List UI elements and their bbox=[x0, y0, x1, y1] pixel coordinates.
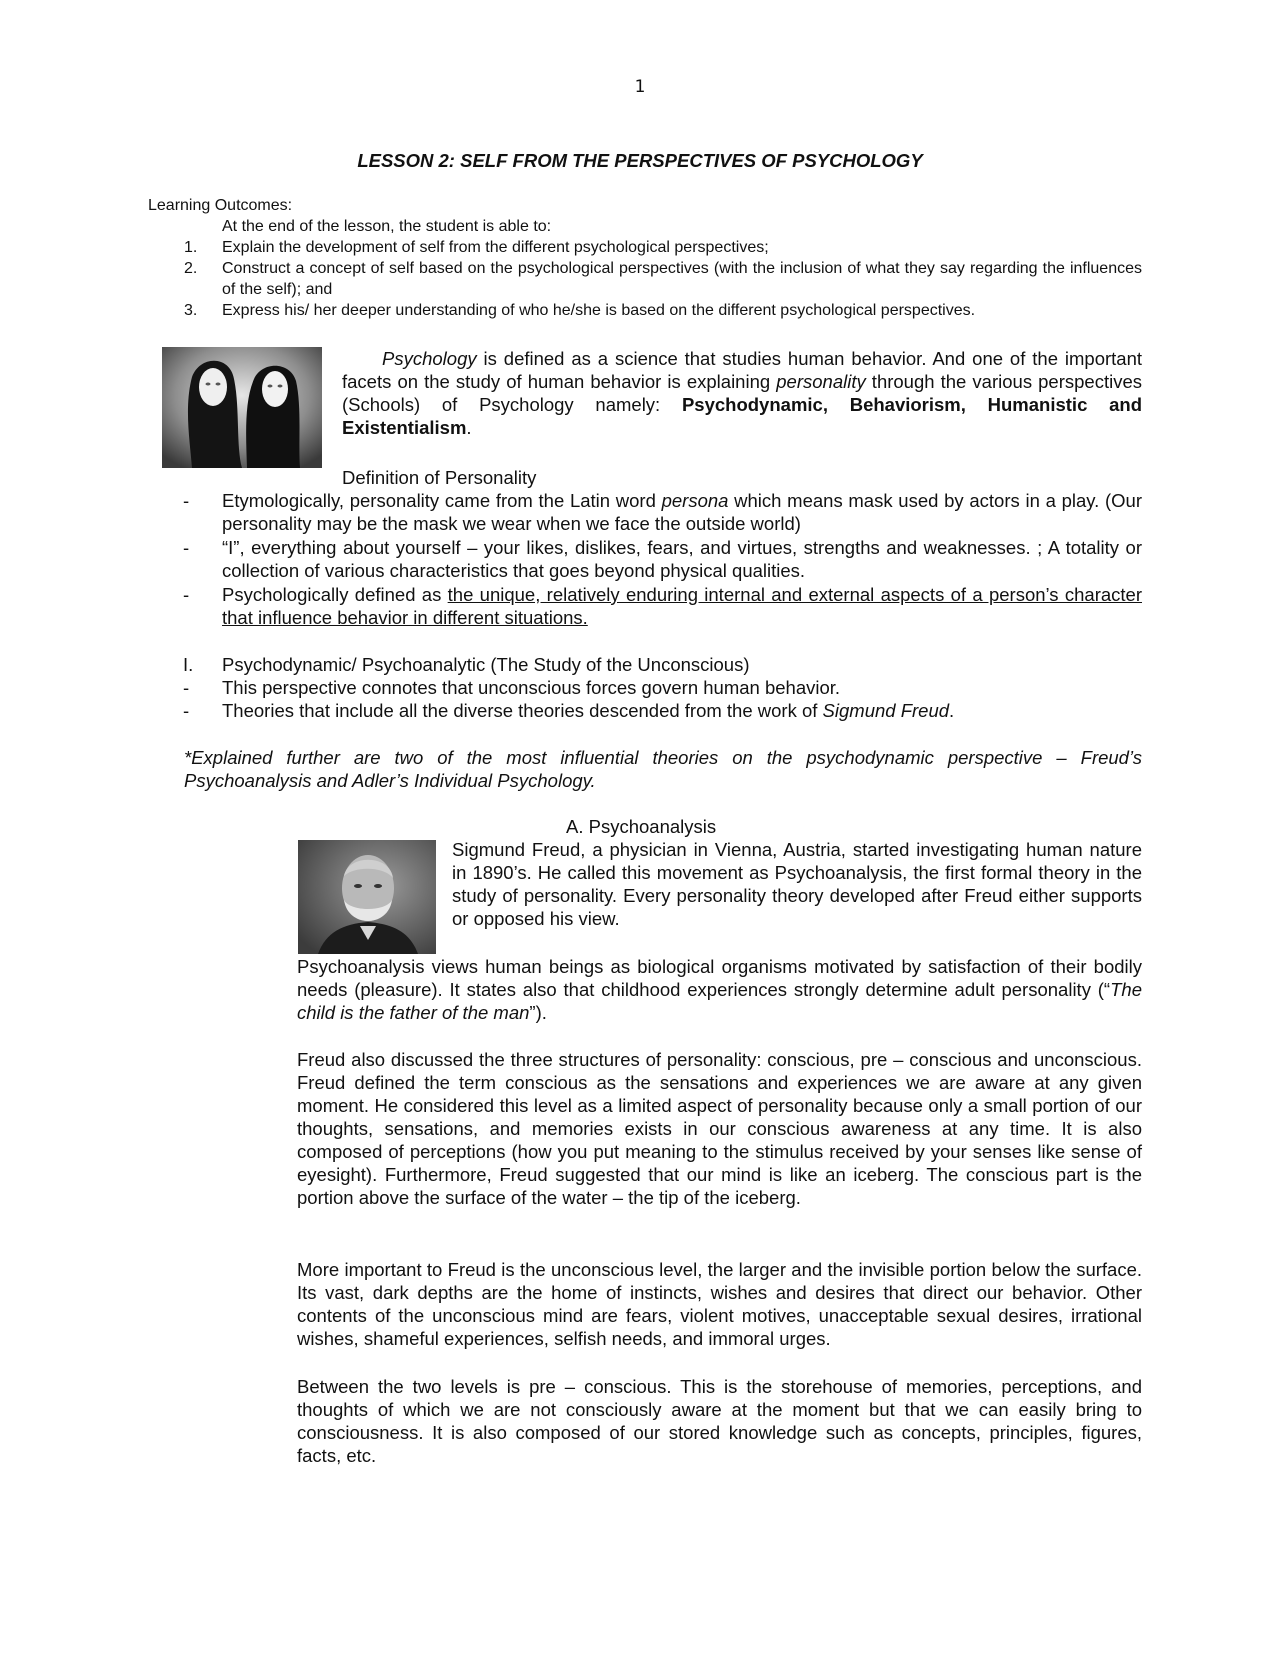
section-heading: Psychodynamic/ Psychoanalytic (The Study of the Unconscious) bbox=[222, 654, 750, 675]
psychoanalysis-p1: Sigmund Freud, a physician in Vienna, Austria, started investigating human nature in 1890’s. He called this movement as Psychoanalysis, the first formal theory in the study of personality. Every personality theory developed after Freud either supports or opposed his view. bbox=[452, 839, 1142, 929]
learning-outcomes-intro: At the end of the lesson, the student is able to: bbox=[222, 218, 552, 235]
section-numeral: I. bbox=[183, 654, 194, 675]
outcome-item: Construct a concept of self based on the psychological perspectives (with the inclusion of what they say regarding the influences of the self); and bbox=[222, 260, 1142, 298]
outcome-item: Express his/ her deeper understanding of who he/she is based on the different psychological perspectives. bbox=[222, 302, 976, 319]
bullet-dash: - bbox=[183, 700, 190, 721]
psychoanalysis-p3: Freud also discussed the three structures of personality: conscious, pre – conscious and unconscious. Freud defined the term conscious as the sensations and experiences we are aware at any given moment. He considered this level as a limited aspect of personality because only a small portion of our thoughts, sensations, and memories exists in our conscious awareness at any time. It is also composed of perceptions (how you put meaning to the stimulus received by your senses like sense of eyesight). Furthermore, Freud suggested that our mind is like an iceberg. The conscious part is the portion above the surface of the water – the tip of the iceberg. bbox=[297, 1049, 1142, 1208]
bullet-dash: - bbox=[183, 537, 190, 558]
psychoanalysis-p5: Between the two levels is pre – conscious. This is the storehouse of memories, perceptions, and thoughts of which we are not consciously aware at the moment but that we can easily bring to consciousness. It is also composed of our stored knowledge such as concepts, principles, figures, facts, etc. bbox=[297, 1376, 1142, 1466]
definition-bullet-etymology: Etymologically, personality came from the Latin word persona which means mask used by actors in a play. (Our personality may be the mask we wear when we face the outside world) bbox=[222, 490, 1142, 534]
note-paragraph: *Explained further are two of the most influential theories on the psychodynamic perspective – Freud’s Psychoanalysis and Adler’s Individual Psychology. bbox=[184, 747, 1142, 791]
page-number: 1 bbox=[634, 77, 646, 97]
lesson-title: LESSON 2: SELF FROM THE PERSPECTIVES OF PSYCHOLOGY bbox=[357, 150, 923, 171]
section-bullet: Theories that include all the diverse theories descended from the work of Sigmund Freud. bbox=[222, 700, 955, 721]
freud-portrait-image bbox=[298, 840, 436, 954]
bullet-dash: - bbox=[183, 490, 190, 511]
section-bullet: This perspective connotes that unconscious forces govern human behavior. bbox=[222, 677, 841, 698]
psychoanalysis-heading: A. Psychoanalysis bbox=[566, 816, 717, 837]
definition-bullet-psych: Psychologically defined as the unique, relatively enduring internal and external aspects of a person’s character that influence behavior in different situations. bbox=[222, 584, 1142, 628]
bullet-dash: - bbox=[183, 584, 190, 605]
definition-bullet-self: “I”, everything about yourself – your likes, dislikes, fears, and virtues, strengths and weaknesses. ; A totality or collection of various characteristics that goes beyond physical qualities. bbox=[222, 537, 1142, 581]
outcome-number: 1. bbox=[184, 239, 198, 256]
learning-outcomes-heading: Learning Outcomes: bbox=[148, 197, 293, 214]
psychoanalysis-p4: More important to Freud is the unconscious level, the larger and the invisible portion below the surface. Its vast, dark depths are the home of instincts, wishes and desires that direct our behavior. Other contents of the unconscious mind are fears, violent motives, unacceptable sexual desires, irrational wishes, shameful experiences, selfish needs, and immoral urges. bbox=[297, 1259, 1142, 1349]
masked-figures-image bbox=[162, 347, 322, 468]
outcome-item: Explain the development of self from the different psychological perspectives; bbox=[222, 239, 769, 256]
definition-heading: Definition of Personality bbox=[342, 467, 537, 488]
outcome-number: 3. bbox=[184, 302, 198, 319]
outcome-number: 2. bbox=[184, 260, 198, 277]
bullet-dash: - bbox=[183, 677, 190, 698]
intro-paragraph: Psychology is defined as a science that studies human behavior. And one of the important facets on the study of human behavior is explaining personality through the various perspectives (Schools) of Psychology namely: Psychodynamic, Behaviorism, Humanistic and Existentialism. bbox=[342, 348, 1143, 438]
psychoanalysis-p2: Psychoanalysis views human beings as biological organisms motivated by satisfaction of their bodily needs (pleasure). It states also that childhood experiences strongly determine adult personality (“The child is the father of the man”). bbox=[297, 956, 1142, 1023]
